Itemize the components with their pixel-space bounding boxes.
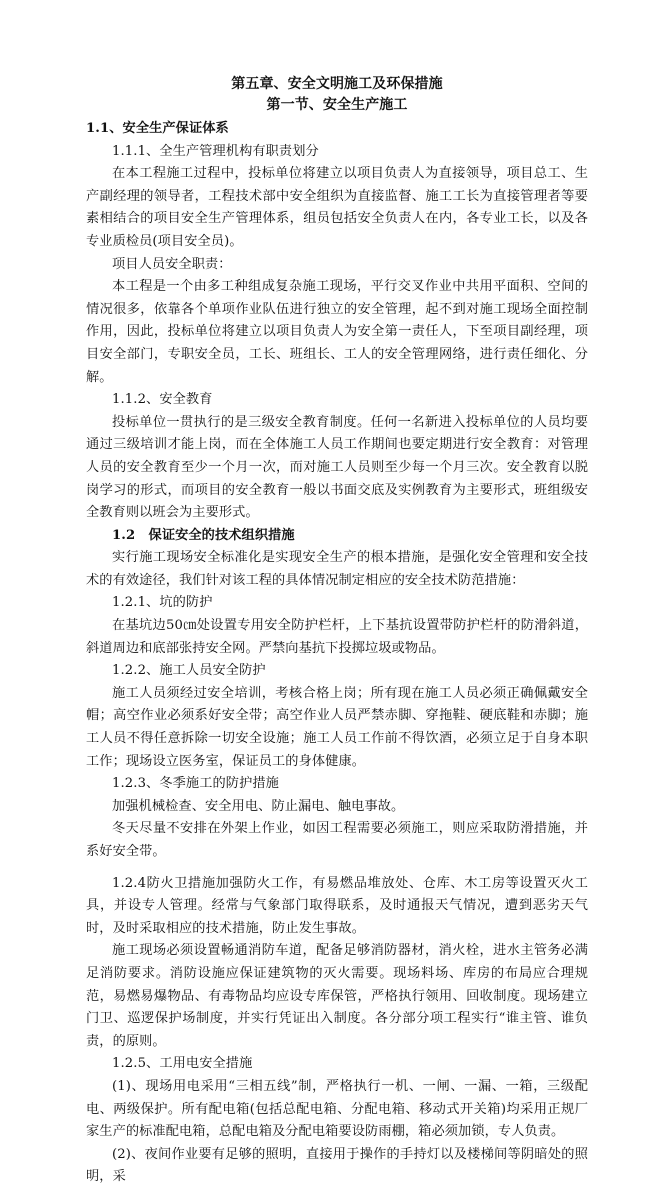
paragraph: 在本工程施工过程中，投标单位将建立以项目负责人为直接领导，项目总工、生产副经理的领导者，工程技术部中安全组织为直接监督、施工工长为直接管理者等要素相结合的项目安全生产管理体系，组员包括安全负责人在内，各专业工长，以及各专业质检员(项目安全员)。 (86, 166, 588, 249)
paragraph: (1)、现场用电采用“三相五线”制，严格执行一机、一闸、一漏、一箱，三级配电、两级保护。所有配电箱(包括总配电箱、分配电箱、移动式开关箱)均采用正规厂家生产的标准配电箱，总配电箱及分配电箱要设防雨棚，箱必须加锁，专人负责。 (86, 1078, 588, 1140)
paragraph: 项目人员安全职责： (112, 256, 232, 272)
paragraph: 在基坑边50㎝处设置专用安全防护栏杆，上下基抗设置带防护栏杆的防滑斜道，斜道周边和底部张持安全网。严禁向基抗下投掷垃圾或物品。 (86, 618, 588, 656)
document-body (86, 118, 588, 1189)
paragraph: 1.2.4防火卫措施加强防火工作，有易燃品堆放处、仓库、木工房等设置灭火工具，并设专人管理。经常与气象部门取得联系，及时通报天气情况，遭到恶劣天气时，及时采取相应的技术措施，防止发生事故。 (86, 875, 588, 936)
paragraph: 1.1.1、全生产管理机构有职责划分 (112, 143, 319, 159)
paragraph: 1.2.1、坑的防护 (112, 595, 213, 611)
paragraph: 本工程是一个由多工种组成复杂施工现场，平行交叉作业中共用平面积、空间的情况很多，依靠各个单项作业队伍进行独立的安全管理，起不到对施工现场全面控制作用，因此，投标单位将建立以项目负责人为安全第一责任人，下至项目副经理，项目安全部门，专职安全员，工长、班组长、工人的安全管理网络，进行责任细化、分解。 (86, 279, 588, 385)
paragraph: (2)、夜间作业要有足够的照明，直接用于操作的手持灯以及楼梯间等阴暗处的照明，采 (86, 1146, 588, 1185)
section-heading: 1.2 保证安全的技术组织措施 (112, 527, 295, 543)
paragraph: 施工人员须经过安全培训，考核合格上岗；所有现在施工人员必须正确佩戴安全帽；高空作业必须系好安全带；高空作业人员严禁赤脚、穿拖鞋、硬底鞋和赤脚；施工人员不得任意拆除一切安全设施；施工人员工作前不得饮酒，必须立足于自身本职工作；现场设立医务室，保证员工的身体健康。 (86, 685, 588, 769)
paragraph: 施工现场必须设置畅通消防车道，配备足够消防器材，消火栓，进水主管务必满足消防要求。消防设施应保证建筑物的灭火需要。现场料场、库房的布局应合理规范，易燃易爆物品、有毒物品均应设专库保管，严格执行领用、回收制度。现场建立门卫、巡逻保护场制度，并实行凭证出入制度。各分部分项工程实行“谁主管、谁负责，的原则。 (86, 943, 588, 1049)
section-heading: 1.1、安全生产保证体系 (86, 121, 229, 136)
chapter-title: 第五章、安全文明施工及环保措施 (231, 76, 443, 92)
paragraph: 1.2.3、冬季施工的防护措施 (112, 776, 279, 792)
paragraph: 1.1.2、安全教育 (112, 392, 213, 408)
paragraph: 冬天尽量不安排在外架上作业，如因工程需要必须施工，则应采取防滑措施，并系好安全带。 (86, 821, 588, 859)
paragraph: 加强机械检查、安全用电、防止漏电、触电事故。 (112, 798, 405, 814)
paragraph: 投标单位一贯执行的是三级安全教育制度。任何一名新进入投标单位的人员均要通过三级培训才能上岗，而在全体施工人员工作期间也要定期进行安全教育：对管理人员的安全教育至少一个月一次，而对施工人员则至少每一个月三次。安全教育以脱岗学习的形式，而项目的安全教育一般以书面交底及实例教育为主要形式，班组级安全教育则以班会为主要形式。 (86, 414, 588, 521)
paragraph: 1.2.5、工用电安全措施 (112, 1056, 253, 1072)
paragraph: 实行施工现场安全标准化是实现安全生产的根本措施，是强化安全管理和安全技术的有效途径，我们针对该工程的具体情况制定相应的安全技术防范措施： (86, 550, 588, 588)
paragraph: 1.2.2、施工人员安全防护 (112, 663, 266, 679)
section-title: 第一节、安全生产施工 (266, 97, 408, 113)
